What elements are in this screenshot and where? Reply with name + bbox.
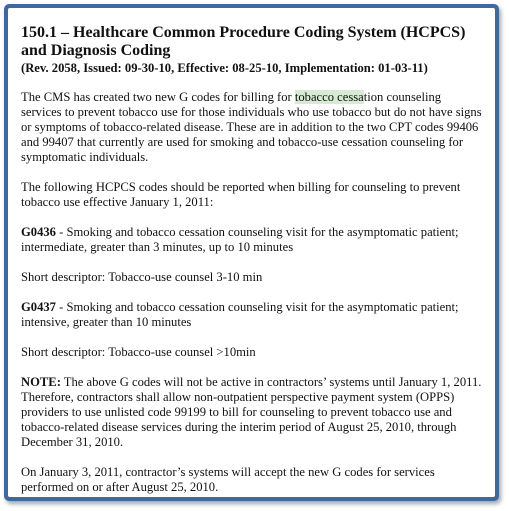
code-g0437-paragraph [21, 300, 482, 330]
code-g0436-description: - Smoking and tobacco cessation counseling visit for the asymptomatic patient; intermediate, greater than 3 minutes, up to 10 minutes [21, 225, 459, 254]
code-g0437-description: - Smoking and tobacco cessation counseling visit for the asymptomatic patient; intensive, greater than 10 minutes [21, 300, 459, 329]
closing-paragraph: On January 3, 2011, contractor’s systems will accept the new G codes for services performed on or after August 25, 2010. [21, 465, 435, 494]
section-title: 150.1 – Healthcare Common Procedure Coding System (HCPCS) and Diagnosis Coding [21, 24, 466, 59]
code-g0436: G0436 [21, 225, 56, 239]
intro-text-end: tion counseling services to prevent tobacco use for those individuals who use tobacco but do not have signs or symptoms of tobacco-related disease. These are in addition to the two CPT codes 99406 and 99407 that currently are used for smoking and tobacco-use cessation counseling for symptomatic individuals. [21, 90, 482, 164]
following-paragraph: The following HCPCS codes should be reported when billing for counseling to prevent tobacco use effective January 1, 2011: [21, 180, 461, 209]
code-g0437-short-descriptor: Short descriptor: Tobacco-use counsel >10min [21, 345, 256, 359]
note-paragraph [21, 375, 482, 450]
intro-paragraph [21, 90, 482, 165]
document-frame [4, 4, 499, 501]
code-g0437: G0437 [21, 300, 56, 314]
revision-info: (Rev. 2058, Issued: 09-30-10, Effective: 08-25-10, Implementation: 01-03-11) [21, 61, 428, 75]
highlighted-search-term: tobacco cessa [294, 90, 364, 104]
code-g0436-short-descriptor: Short descriptor: Tobacco-use counsel 3-10 min [21, 270, 263, 284]
intro-text-start: The CMS has created two new G codes for billing for [21, 90, 295, 104]
document-body [8, 8, 495, 497]
code-g0436-paragraph [21, 225, 482, 255]
note-text: The above G codes will not be active in contractors’ systems until January 1, 2011. Therefore, contractors shall allow non-outpatient perspective payment system (OPPS) providers to use unlisted code 99199 to bill for counseling to prevent tobacco use and tobacco-related disease services during the interim period of August 25, 2010, through December 31, 2010. [21, 375, 482, 449]
note-label: NOTE: [21, 375, 61, 389]
